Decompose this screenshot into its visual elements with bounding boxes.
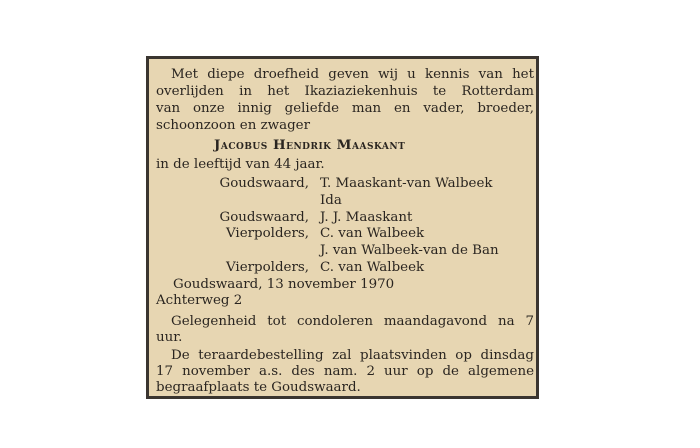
family-name: C. van Walbeek	[320, 226, 425, 241]
intro-line: van onze innig geliefde man en vader, broeder,	[156, 101, 534, 116]
family-name: C. van Walbeek	[320, 260, 425, 275]
funeral-line: De teraardebestelling zal plaatsvinden op dinsdag	[171, 348, 534, 363]
obituary-clipping	[146, 56, 539, 399]
funeral-line: begraafplaats te Goudswaard.	[156, 380, 361, 395]
family-name: J. van Walbeek-van de Ban	[320, 243, 499, 258]
intro-line: schoonzoon en zwager	[156, 118, 311, 133]
condolence-line: Gelegenheid tot condoleren maandagavond na 7	[171, 314, 534, 329]
family-place: Goudswaard,	[219, 176, 309, 191]
deceased-name: Jacobus Hendrik Maaskant	[214, 137, 406, 153]
family-name: J. J. Maaskant	[320, 210, 413, 225]
age-line: in de leeftijd van 44 jaar.	[156, 157, 325, 172]
family-name: T. Maaskant-van Walbeek	[320, 176, 493, 191]
funeral-line: 17 november a.s. des nam. 2 uur op de algemene	[156, 364, 534, 379]
condolence-line: uur.	[156, 330, 183, 345]
family-name: Ida	[320, 193, 342, 208]
intro-line: overlijden in het Ikaziaziekenhuis te Rotterdam	[156, 84, 534, 99]
date-line: Goudswaard, 13 november 1970	[173, 277, 395, 292]
family-place: Goudswaard,	[219, 210, 309, 225]
intro-line: Met diepe droefheid geven wij u kennis van het	[171, 67, 534, 82]
family-place: Vierpolders,	[226, 260, 309, 275]
address-line: Achterweg 2	[156, 293, 243, 308]
family-place: Vierpolders,	[226, 226, 309, 241]
